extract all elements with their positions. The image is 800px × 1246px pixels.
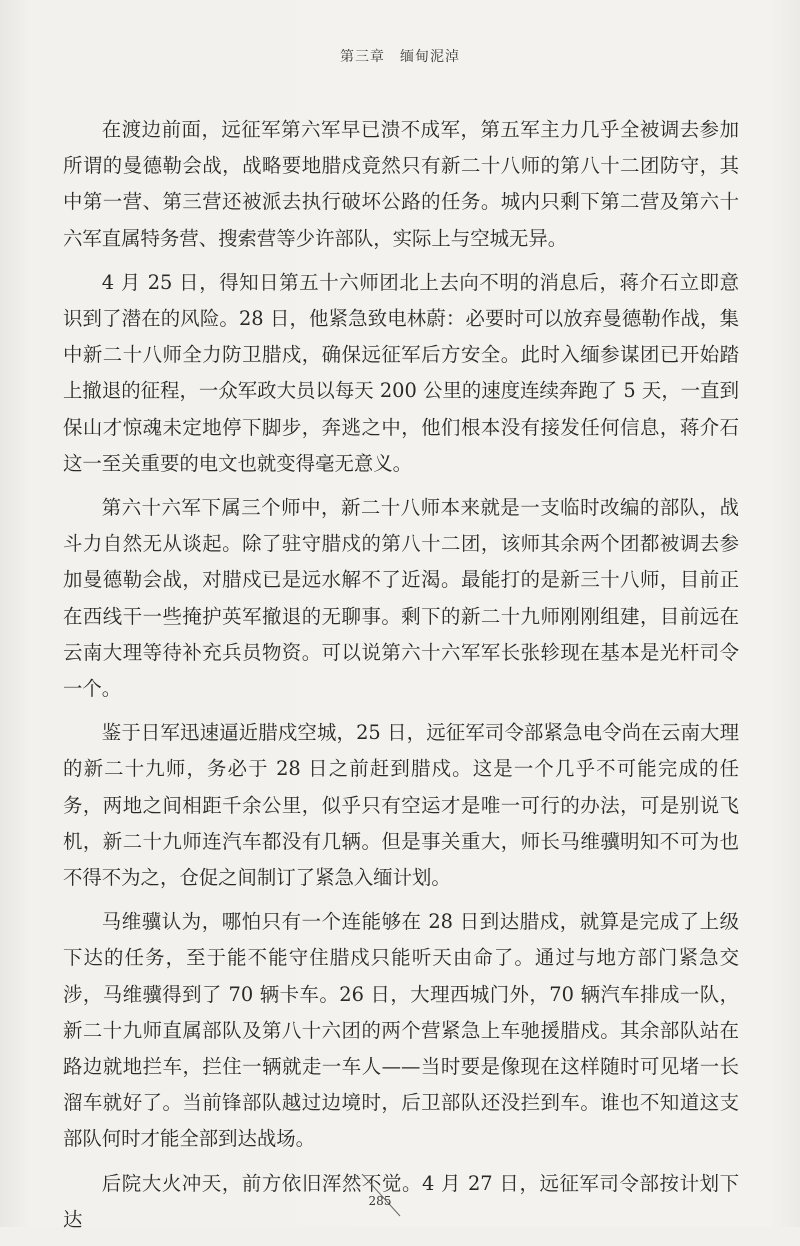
page-number-mark [360,1172,410,1222]
running-header: 第三章 缅甸泥淖 [340,49,460,65]
paragraph: 鉴于日军迅速逼近腊戍空城，25 日，远征军司令部紧急电令尚在云南大理的新二十九师，务必于 28 日之前赶到腊戍。这是一个几乎不可能完成的任务，两地之间相距千余公里，似乎只有空运才是唯一可行的办法，可是别说飞机，新二十九师连汽车都没有几辆。但是事关重大，师长马维骥明知不可为也不得不为之，仓促之间制订了紧急入缅计划。 [63,721,739,890]
page-number: 285 [368,1194,392,1208]
paragraph: 在渡边前面，远征军第六军早已溃不成军，第五军主力几乎全被调去参加所谓的曼德勒会战，战略要地腊戍竟然只有新二十八师的第八十二团防守，其中第一营、第三营还被派去执行破坏公路的任务。城内只剩下第二营及第六十六军直属特务营、搜索营等少许部队，实际上与空城无异。 [63,118,739,250]
body-text [63,112,739,1246]
paragraph: 后院大火冲天，前方依旧浑然不觉。4 月 27 日，远征军司令部按计划下达 [63,1171,739,1231]
paragraph: 马维骥认为，哪怕只有一个连能够在 28 日到达腊戍，就算是完成了上级下达的任务，至于能不能守住腊戍只能听天由命了。通过与地方部门紧急交涉，马维骥得到了 70 辆卡车。26 日，大理西城门外，70 辆汽车排成一队，新二十九师直属部队及第八十六团的两个营紧急上车驰援腊戍。其余部队站在路边就地拦车，拦住一辆就走一车人——当时要是像现在这样随时可见堵一长溜车就好了。当前锋部队越过边境时，后卫部队还没拦到车。谁也不知道这支部队何时才能全部到达战场。 [63,910,739,1151]
paragraph: 第六十六军下属三个师中，新二十八师本来就是一支临时改编的部队，战斗力自然无从谈起。除了驻守腊戍的第八十二团，该师其余两个团都被调去参加曼德勒会战，对腊戍已是远水解不了近渴。最能打的是新三十八师，目前正在西线干一些掩护英军撤退的无聊事。剩下的新二十九师刚刚组建，目前远在云南大理等待补充兵员物资。可以说第六十六军军长张轸现在基本是光杆司令一个。 [63,496,739,701]
paragraph: 4 月 25 日，得知日第五十六师团北上去向不明的消息后，蒋介石立即意识到了潜在的风险。28 日，他紧急致电林蔚：必要时可以放弃曼德勒作战，集中新二十八师全力防卫腊戍，确保远征军后方安全。此时入缅参谋团已开始踏上撤退的征程，一众军政大员以每天 200 公里的速度连续奔跑了 5 天，一直到保山才惊魂未定地停下脚步，奔逃之中，他们根本没有接发任何信息，蒋介石这一至关重要的电文也就变得毫无意义。 [63,270,739,475]
